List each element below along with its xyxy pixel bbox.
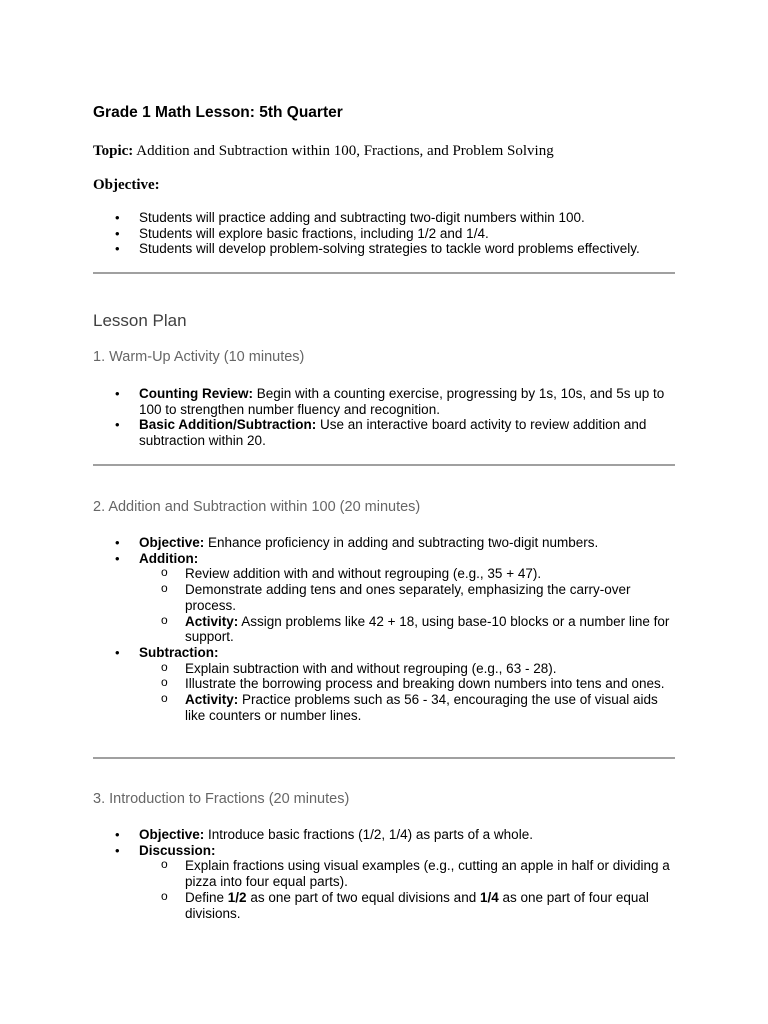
- item-text: Introduce basic fractions (1/2, 1/4) as parts of a whole.: [204, 827, 533, 842]
- item-label: Basic Addition/Subtraction:: [139, 417, 317, 433]
- item-text: Assign problems like 42 + 18, using base-10 blocks or a number line for support.: [185, 613, 670, 645]
- divider: [93, 464, 675, 466]
- list-item: • Students will develop problem-solving strategies to tackle word problems effectively.: [93, 241, 675, 257]
- divider: [93, 757, 675, 759]
- objective-heading: [93, 177, 160, 194]
- document-title: Grade 1 Math Lesson: 5th Quarter: [93, 104, 343, 121]
- topic-line: [93, 143, 554, 160]
- item-text: Enhance proficiency in adding and subtracting two-digit numbers.: [204, 535, 599, 550]
- section-heading-fractions: 3. Introduction to Fractions (20 minutes): [93, 791, 350, 807]
- item-label: Objective:: [139, 535, 205, 550]
- objective-list: [93, 210, 675, 257]
- item-label: Objective:: [139, 827, 205, 842]
- lesson-plan-heading: Lesson Plan: [93, 311, 187, 330]
- topic-text: Addition and Subtraction within 100, Fractions, and Problem Solving: [136, 143, 554, 159]
- sub-list-item: o Explain fractions using visual examples (e.g., cutting an apple in half or dividing a pizza into four equal parts).: [139, 858, 675, 889]
- item-label: Addition:: [139, 550, 199, 566]
- warm-up-list: [93, 386, 675, 449]
- fraction-half: 1/2: [227, 889, 247, 905]
- topic-label: Topic:: [93, 143, 134, 159]
- discussion-sublist: [139, 858, 675, 921]
- subtraction-sublist: [139, 661, 675, 724]
- item-text: Practice problems such as 56 - 34, encouraging the use of visual aids like counters or number lines.: [185, 692, 658, 723]
- list-item: • Students will explore basic fractions, including 1/2 and 1/4.: [93, 226, 675, 242]
- sub-list-item: [139, 692, 675, 723]
- addition-sublist: [139, 566, 675, 645]
- fractions-list: [93, 827, 675, 921]
- list-item: • Students will practice adding and subtracting two-digit numbers within 100.: [93, 210, 675, 226]
- list-item: [93, 535, 675, 551]
- section-heading-warm-up: 1. Warm-Up Activity (10 minutes): [93, 349, 305, 365]
- sub-list-item: [139, 614, 675, 645]
- item-label: Discussion:: [139, 842, 216, 858]
- sub-list-item: [139, 890, 675, 921]
- text-run: Define: [185, 889, 228, 905]
- section-heading-addition-subtraction: 2. Addition and Subtraction within 100 (20 minutes): [93, 499, 421, 515]
- list-item: [93, 827, 675, 843]
- item-text: Begin with a counting exercise, progressing by 1s, 10s, and 5s up to 100 to strengthen number fluency and recognition.: [139, 386, 665, 417]
- item-label: Activity:: [185, 613, 239, 629]
- fraction-quarter: 1/4: [479, 889, 499, 905]
- item-label: Subtraction:: [139, 644, 219, 660]
- item-label: Activity:: [185, 692, 239, 708]
- list-item: [93, 843, 675, 922]
- list-item: [93, 551, 675, 645]
- text-run: as one part of two equal divisions and: [246, 889, 480, 905]
- objective-label: Objective:: [93, 177, 160, 193]
- sub-list-item: o Illustrate the borrowing process and breaking down numbers into tens and ones.: [139, 676, 675, 692]
- sub-list-item: o Explain subtraction with and without regrouping (e.g., 63 - 28).: [139, 661, 675, 677]
- list-item: [93, 645, 675, 724]
- sub-list-item: o Review addition with and without regrouping (e.g., 35 + 47).: [139, 566, 675, 582]
- item-label: Counting Review:: [139, 386, 253, 401]
- sub-list-item: o Demonstrate adding tens and ones separately, emphasizing the carry-over process.: [139, 582, 675, 613]
- item-text: Use an interactive board activity to review addition and subtraction within 20.: [139, 417, 647, 449]
- addition-subtraction-list: [93, 535, 675, 723]
- list-item: [93, 386, 675, 417]
- divider: [93, 272, 675, 274]
- text-run: as one part of four equal divisions.: [185, 889, 649, 921]
- list-item: [93, 417, 675, 448]
